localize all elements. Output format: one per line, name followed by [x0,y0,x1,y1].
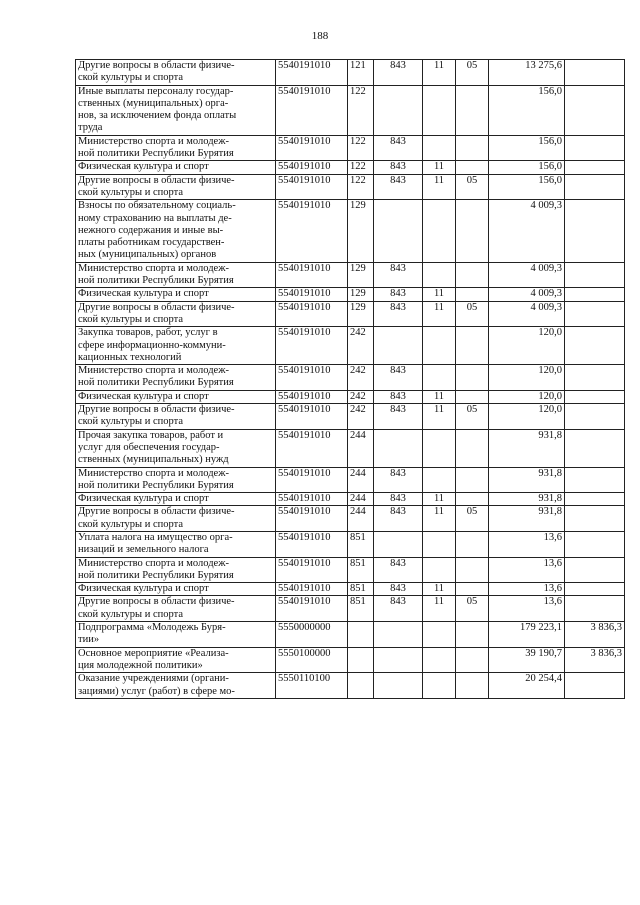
ministry-code [374,531,423,557]
amount-extra [565,493,625,506]
ministry-code: 843 [374,135,423,161]
table-row [76,262,625,288]
subsection [456,673,489,699]
expense-type: 122 [348,174,374,200]
table-row [76,622,625,648]
table-row [76,288,625,301]
row-name: Физическая культура и спорт [76,493,276,506]
row-name: Закупка товаров, работ, услуг в сфере информационно-коммуни- кационных технологий [76,327,276,365]
row-name: Физическая культура и спорт [76,288,276,301]
subsection [456,365,489,391]
target-code: 5540191010 [276,531,348,557]
section [423,647,456,673]
amount-2019: 120,0 [489,365,565,391]
amount-extra [565,583,625,596]
amount-extra [565,60,625,86]
amount-2019: 931,8 [489,493,565,506]
ministry-code: 843 [374,262,423,288]
amount-2019: 4 009,3 [489,301,565,327]
row-name: Уплата налога на имущество орга- низаций и земельного налога [76,531,276,557]
subsection [456,200,489,262]
table-row [76,135,625,161]
subsection: 05 [456,404,489,430]
amount-2019: 931,8 [489,506,565,532]
expense-type: 242 [348,327,374,365]
ministry-code: 843 [374,60,423,86]
section [423,135,456,161]
ministry-code: 843 [374,288,423,301]
target-code: 5550000000 [276,622,348,648]
expense-type: 244 [348,506,374,532]
ministry-code: 843 [374,301,423,327]
target-code: 5540191010 [276,467,348,493]
target-code: 5540191010 [276,200,348,262]
section [423,85,456,135]
ministry-code: 843 [374,161,423,174]
table-row [76,60,625,86]
amount-2019: 120,0 [489,327,565,365]
amount-2019: 120,0 [489,404,565,430]
expense-type: 851 [348,557,374,583]
section: 11 [423,161,456,174]
table-row [76,596,625,622]
amount-extra [565,174,625,200]
amount-2019: 156,0 [489,174,565,200]
amount-2019: 4 009,3 [489,200,565,262]
expense-type [348,622,374,648]
expense-type: 242 [348,390,374,403]
section: 11 [423,174,456,200]
row-name: Подпрограмма «Молодежь Буря- тии» [76,622,276,648]
section: 11 [423,583,456,596]
row-name: Взносы по обязательному социаль- ному страхованию на выплаты де- нежного содержания и иные вы- платы работникам государствен- ных (муниципальных) органов [76,200,276,262]
expense-type: 122 [348,161,374,174]
section [423,262,456,288]
table-row [76,365,625,391]
row-name: Другие вопросы в области физиче- ской культуры и спорта [76,174,276,200]
row-name: Министерство спорта и молодеж- ной политики Республики Бурятия [76,262,276,288]
table-row [76,301,625,327]
amount-2019: 4 009,3 [489,262,565,288]
target-code: 5540191010 [276,85,348,135]
table-row [76,493,625,506]
table-row [76,174,625,200]
ministry-code: 843 [374,583,423,596]
ministry-code: 843 [374,596,423,622]
expense-type: 244 [348,429,374,467]
section: 11 [423,301,456,327]
amount-2019: 120,0 [489,390,565,403]
table-row [76,647,625,673]
target-code: 5540191010 [276,365,348,391]
section: 11 [423,596,456,622]
amount-extra [565,506,625,532]
ministry-code: 843 [374,390,423,403]
target-code: 5550100000 [276,647,348,673]
amount-extra [565,85,625,135]
target-code: 5540191010 [276,60,348,86]
subsection [456,647,489,673]
expense-type: 242 [348,404,374,430]
section [423,531,456,557]
table-row [76,673,625,699]
ministry-code [374,429,423,467]
row-name: Основное мероприятие «Реализа- ция молодежной политики» [76,647,276,673]
ministry-code: 843 [374,493,423,506]
amount-extra [565,531,625,557]
page-number: 188 [311,30,329,42]
ministry-code [374,622,423,648]
table-row [76,467,625,493]
amount-2019: 13,6 [489,557,565,583]
ministry-code [374,647,423,673]
amount-extra [565,390,625,403]
amount-2019: 4 009,3 [489,288,565,301]
section: 11 [423,506,456,532]
target-code: 5540191010 [276,135,348,161]
ministry-code: 843 [374,557,423,583]
row-name: Другие вопросы в области физиче- ской культуры и спорта [76,596,276,622]
ministry-code [374,327,423,365]
target-code: 5540191010 [276,262,348,288]
section [423,327,456,365]
subsection [456,531,489,557]
ministry-code [374,673,423,699]
amount-extra [565,557,625,583]
row-name: Физическая культура и спорт [76,583,276,596]
expense-type [348,673,374,699]
ministry-code [374,200,423,262]
row-name: Другие вопросы в области физиче- ской культуры и спорта [76,301,276,327]
amount-2019: 156,0 [489,135,565,161]
amount-2019: 931,8 [489,467,565,493]
amount-2019: 931,8 [489,429,565,467]
row-name: Другие вопросы в области физиче- ской культуры и спорта [76,506,276,532]
amount-extra [565,365,625,391]
ministry-code: 843 [374,365,423,391]
expense-type: 129 [348,262,374,288]
section [423,467,456,493]
section [423,622,456,648]
target-code: 5540191010 [276,506,348,532]
target-code: 5540191010 [276,390,348,403]
row-name: Министерство спорта и молодеж- ной политики Республики Бурятия [76,365,276,391]
target-code: 5540191010 [276,404,348,430]
expense-type: 129 [348,301,374,327]
subsection [456,493,489,506]
section: 11 [423,493,456,506]
amount-extra: 3 836,3 [565,647,625,673]
amount-extra [565,135,625,161]
table-row [76,506,625,532]
amount-extra [565,404,625,430]
target-code: 5540191010 [276,161,348,174]
expense-type: 129 [348,200,374,262]
table-row [76,404,625,430]
amount-extra: 3 836,3 [565,622,625,648]
amount-2019: 13,6 [489,583,565,596]
section: 11 [423,60,456,86]
subsection [456,85,489,135]
expense-type [348,647,374,673]
amount-2019: 179 223,1 [489,622,565,648]
expense-type: 851 [348,583,374,596]
amount-extra [565,429,625,467]
section [423,365,456,391]
section [423,200,456,262]
subsection [456,288,489,301]
budget-table [75,59,625,699]
table-row [76,531,625,557]
section [423,429,456,467]
row-name: Физическая культура и спорт [76,390,276,403]
amount-2019: 13,6 [489,531,565,557]
amount-2019: 13 275,6 [489,60,565,86]
subsection: 05 [456,301,489,327]
target-code: 5540191010 [276,429,348,467]
row-name: Министерство спорта и молодеж- ной политики Республики Бурятия [76,135,276,161]
table-row [76,390,625,403]
section: 11 [423,288,456,301]
subsection [456,262,489,288]
target-code: 5550110100 [276,673,348,699]
amount-2019: 156,0 [489,85,565,135]
table-row [76,327,625,365]
row-name: Другие вопросы в области физиче- ской культуры и спорта [76,404,276,430]
subsection [456,467,489,493]
section [423,557,456,583]
target-code: 5540191010 [276,583,348,596]
subsection [456,583,489,596]
ministry-code: 843 [374,506,423,532]
row-name: Министерство спорта и молодеж- ной политики Республики Бурятия [76,467,276,493]
expense-type: 122 [348,85,374,135]
table-row [76,429,625,467]
table-row [76,85,625,135]
amount-extra [565,596,625,622]
amount-extra [565,301,625,327]
amount-2019: 20 254,4 [489,673,565,699]
amount-extra [565,673,625,699]
amount-extra [565,200,625,262]
target-code: 5540191010 [276,327,348,365]
amount-extra [565,161,625,174]
row-name: Физическая культура и спорт [76,161,276,174]
target-code: 5540191010 [276,596,348,622]
table-row [76,557,625,583]
subsection: 05 [456,506,489,532]
target-code: 5540191010 [276,557,348,583]
row-name: Другие вопросы в области физиче- ской культуры и спорта [76,60,276,86]
amount-2019: 13,6 [489,596,565,622]
ministry-code: 843 [374,467,423,493]
section [423,673,456,699]
subsection [456,390,489,403]
amount-2019: 39 190,7 [489,647,565,673]
row-name: Прочая закупка товаров, работ и услуг для обеспечения государ- ственных (муниципальных) нужд [76,429,276,467]
ministry-code [374,85,423,135]
row-name: Иные выплаты персоналу государ- ственных (муниципальных) орга- нов, за исключением фонда оплаты труда [76,85,276,135]
subsection: 05 [456,174,489,200]
section: 11 [423,404,456,430]
section: 11 [423,390,456,403]
subsection [456,557,489,583]
subsection [456,161,489,174]
expense-type: 129 [348,288,374,301]
amount-extra [565,467,625,493]
subsection [456,327,489,365]
target-code: 5540191010 [276,301,348,327]
expense-type: 851 [348,596,374,622]
table-row [76,161,625,174]
row-name: Министерство спорта и молодеж- ной политики Республики Бурятия [76,557,276,583]
ministry-code: 843 [374,174,423,200]
row-name: Оказание учреждениями (органи- зациями) услуг (работ) в сфере мо- [76,673,276,699]
amount-2019: 156,0 [489,161,565,174]
table-row [76,200,625,262]
expense-type: 851 [348,531,374,557]
expense-type: 242 [348,365,374,391]
subsection: 05 [456,60,489,86]
subsection: 05 [456,596,489,622]
target-code: 5540191010 [276,174,348,200]
amount-extra [565,327,625,365]
expense-type: 244 [348,467,374,493]
amount-extra [565,262,625,288]
ministry-code: 843 [374,404,423,430]
amount-extra [565,288,625,301]
target-code: 5540191010 [276,493,348,506]
subsection [456,429,489,467]
table-row [76,583,625,596]
expense-type: 122 [348,135,374,161]
expense-type: 244 [348,493,374,506]
subsection [456,135,489,161]
target-code: 5540191010 [276,288,348,301]
expense-type: 121 [348,60,374,86]
subsection [456,622,489,648]
